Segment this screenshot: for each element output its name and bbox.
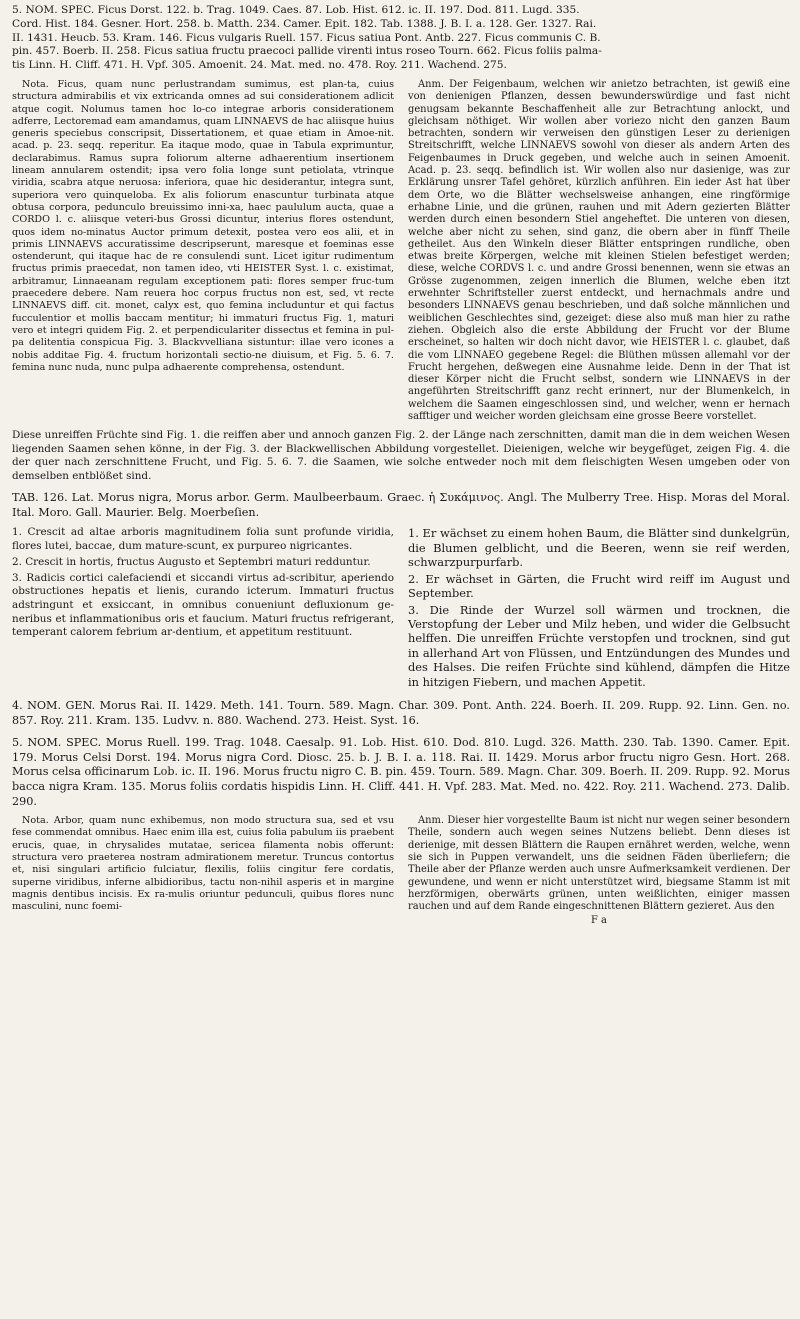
tab-126-header: TAB. 126. Lat. Morus nigra, Morus arbor. Germ. Maulbeerbaum. Graec. ἡ Συκάμινος. Angl. The Mulberry Tree. Hisp. Moras del Moral. Ital. Moro. Gall. Maurier. Belg. Moerbeſien. [12, 491, 790, 519]
latin-items [12, 526, 394, 690]
latin-item: 1. Crescit ad altae arboris magnitudinem folia sunt profunde viridia, flores lutei, baccae, dum mature-scunt, ex purpureo nigricantes. [12, 526, 394, 553]
german-column-2 [408, 815, 790, 930]
latin-item: 3. Radicis cortici calefaciendi et siccandi virtus ad-scribitur, aperiendo obstructiones hepatis et lienis, curando icterum. Immaturi fructus adstringunt et exsiccant, in omnibus conueniunt defluxionum ge-neribus et inflammationibus oris et faucium. Maturi fructus refrigerant, temperant calorem febrium ar-dentium, et appetitum restituunt. [12, 571, 394, 639]
german-items [408, 526, 790, 690]
anmerkung-german-2: Anm. Dieser hier vorgestellte Baum ist nicht nur wegen seiner besondern Theile, sondern auch wegen seines Nutzens beliebt. Denn dieses ist derienige, mit dessen Blättern die Raupen ernähret werden, welche, wenn sie sich in Puppen verwandelt, uns die seidnen Fäden überliefern; die Theile aber der Pflanze werden auch unsre Aufmerksamkeit verdienen. Der gewundene, und wenn er nicht unterstützet wird, biegsame Stamm ist mit herzförmigen, oberwärts grünen, unten weißlichten, einiger massen rauchen und auf dem Rande eingeschnittenen Blättern gezieret. Aus den [408, 815, 790, 913]
species-entry-ficus [12, 4, 790, 73]
entry-line: pin. 457. Boerb. II. 258. Ficus satiua fructu praecoci pallide virenti intus roseo Tourn. 662. Ficus foliis palma- [12, 45, 602, 58]
german-item: 1. Er wächset zu einem hohen Baum, die Blätter sind dunkelgrün, die Blumen gelblicht, und die Beeren, wenn sie reif werden, schwarzpurpurfarb. [408, 526, 790, 570]
morus-notes [12, 815, 790, 930]
figure-description [12, 429, 790, 483]
german-item: 3. Die Rinde der Wurzel soll wärmen und trocknen, die Verstopfung der Leber und Milz heben, und wider die Gelbsucht helffen. Die unreiffen Früchte verstopfen und trocknen, sind gut in allerhand Art von Flüssen, und Entzündungen des Mundes und des Halses. Die reifen Früchte sind kühlend, dämpfen die Hitze in hitzigen Fiebern, und machen Appetit. [408, 602, 790, 689]
figure-sentence: Diese unreiffen Früchte sind Fig. 1. die reiffen aber und annoch ganzen Fig. 2. der Länge nach zerschnitten, damit man die in dem weichen Wesen liegenden Saamen sehen könne, in der Fig. 3. der Blackwellischen Abbildung vorgestellet. Dieienigen, welche wir beygefüget, zeigen Fig. 4. die der quer nach zerschnittene Frucht, und Fig. 5. 6. 7. die Saamen, wie solche entweder noch mit dem fleischigten Wesen umgeben oder von demselben entblößet sind. [12, 429, 790, 482]
genus-entry: 4. NOM. GEN. Morus Rai. II. 1429. Meth. 141. Tourn. 589. Magn. Char. 309. Pont. Anth. 224. Boerh. II. 209. Rupp. 92. Linn. Gen. no. 857. Roy. 211. Kram. 135. Ludvv. n. 880. Wachend. 273. Heist. Syst. 16. [12, 698, 790, 727]
morus-properties [12, 526, 790, 690]
latin-column [12, 79, 394, 425]
nota-latin: Nota. Ficus, quam nunc perlustrandam sumimus, est plan-ta, cuius structura admirabilis et vix extricanda omnes ad sui considerationem adlicit atque cogit. Nolumus tamen hoc lo-co integrae arboris considerationem adferre, Lectoremad eam amandamus, quam LINNAEVS de hac aliisque huius generis speciebus conscripsit, Dissertationem, et quae etiam in Amoe-nit. acad. p. 23. seqq. reperitur. Ea itaque modo, quae in Tabula exprimuntur, declarabimus. Ramus supra foliorum alterne adhaerentium insertionem lineam annularem ostendit; ipsa vero folia longe sunt petiolata, vtrinque viridia, scabra atque neruosa: inferiora, quae hic desiderantur, integra sunt, superiora vero quinqueloba. Ex alis foliorum enascuntur turbinata atque obtusa corpora, pedunculo breuissimo inni-xa, haec paululum aucta, quae a CORDO l. c. aliisque veteri-bus Grossi dicuntur, interius flores ostendunt, quos idem no-minatus Auctor primum detexit, postea vero eos alii, et in primis LINNAEVS accuratissime descripserunt, maresque et foeminas esse ostenderunt, qui itaque hac de re consulendi sunt. Licet igitur rudimentum fructus primis praecedat, non tamen ideo, vti HEISTER Syst. l. c. existimat, arbitramur, Linnaeanam regulam exceptionem pati: flores semper fruc-tum praecedere debere. Nam reuera hoc corpus fructus non est, sed, vt recte LINNAEVS diff. cit. monet, calyx est, quo femina includuntur et qui factus fucculentior et mollis baccam mentitur; hi immaturi fructus Fig. 1, maturi vero et integri quidem Fig. 2. et perpendiculariter dissectus et femina in pul-pa delitentia conspicua Fig. 3. Blackvvelliana sistuntur: illae vero icones a nobis additae Fig. 4. fructum horizontali sectio-ne diuisum, et Fig. 5. 6. 7. femina nunc nuda, nunc pulpa adhaerente comprehensa, ostendunt. [12, 78, 395, 373]
entry-line: tis Linn. H. Cliff. 471. H. Vpf. 305. Amoenit. 24. Mat. med. no. 478. Roy. 211. Wachend. 275. [12, 59, 507, 72]
anmerkung-german: Anm. Der Feigenbaum, welchen wir anietzo betrachten, ist gewiß eine von denienigen Pflanzen, dessen bewunderswürdige und fast nicht genugsam bekannte Beschaffenheit alle zur Betrachtung anlockt, und gleichsam nöthiget. Wir wollen aber voriezo nicht den ganzen Baum betrachten, sondern wir verweisen den günstigen Leser zu derienigen Streitschrifft, welche LINNAEVS sowohl von dieser als andern Arten des Feigenbaumes in Druck gegeben, und welche auch in seinen Amoenit. Acad. p. 23. seqq. befindlich ist. Wir wollen also nur dasienige, was zur Erklärung unsrer Tafel gehöret, kürzlich anführen. Ein ieder Ast hat über dem Orte, wo die Blätter wechselsweise anhangen, eine ringförmige erhabne Linie, und die grünen, rauhen und mit Adern gezierten Blätter werden durch einen besondern Stiel angeheftet. Die unteren von diesen, welche aber nicht zu sehen, sind ganz, die obern aber in fünff Theile getheilet. Aus den Winkeln dieser Blätter entspringen rundliche, oben etwas breite Körpergen, welche mit kleinen Stielen befestiget werden; diese, welche CORDVS l. c. und andre Grossi benennen, wenn sie etwas an Grösse zugenommen, zeigen innerlich die Blumen, welche eben itzt erwehnter Schriftsteller zuerst entdeckt, und hernachmals andre und besonders LINNAEVS genau beschrieben, und daß solche männlichen und weiblichen Geschlechtes sind, gezeiget: diese also muß man hier zu rathe ziehen. Obgleich also die erste Abbildung der Frucht vor der Blume erscheinet, so halten wir doch nicht davor, wie HEISTER l. c. glaubet, daß die vom LINNAEO gegebene Regel: die Blüthen müssen allemahl vor der Frucht hergehen, deßwegen eine Ausnahme leide. Denn in der That ist dieser Körper nicht die Frucht selbst, sondern wie LINNAEVS in der angeführten Streitschrifft ganz recht erinnert, nur der Blumenkelch, in welchem die Saamen eingeschlossen sind, und welcher, wenn er hernach safftiger und weicher worden gleichsam eine grosse Beere vorstellet. [408, 78, 790, 422]
ficus-notes [12, 79, 790, 425]
german-item: 2. Er wächset in Gärten, die Frucht wird reiff im August und September. [408, 571, 790, 601]
entry-line: II. 1431. Heucb. 53. Kram. 146. Ficus vulgaris Ruell. 157. Ficus satiua Pont. Antb. 227. Ficus communis C. B. [12, 31, 601, 44]
entry-line: Cord. Hist. 184. Gesner. Hort. 258. b. Matth. 234. Camer. Epit. 182. Tab. 1388. J. B. I. a. 128. Ger. 1327. Rai. [12, 17, 597, 30]
german-column [408, 79, 790, 425]
nota-latin-2: Nota. Arbor, quam nunc exhibemus, non modo structura sua, sed et vsu fese commendat omnibus. Haec enim illa est, cuius folia pabulum iis praebent erucis, quae, in chrysalides mutatae, sericea filamenta nobis offerunt: structura vero praeterea nostram admirationem meretur. Truncus contortus et, nisi singulari artificio fulciatur, flexilis, foliis cingitur fere cordatis, superne viridibus, inferne albidioribus, tactu non-nihil asperis et in margine magnis dentibus incisis. Ex ra-mulis oriuntur pedunculi, quibus flores nunc masculini, nunc foemi- [12, 815, 394, 913]
latin-column-2 [12, 815, 394, 930]
species-entry-morus: 5. NOM. SPEC. Morus Ruell. 199. Trag. 1048. Caesalp. 91. Lob. Hist. 610. Dod. 810. Lugd. 326. Matth. 230. Tab. 1390. Camer. Epit. 179. Morus Celsi Dorst. 194. Morus nigra Cord. Diosc. 25. b. J. B. I. a. 118. Rai. II. 1429. Morus arbor fructu nigro Gesn. Hort. 268. Morus celsa officinarum Lob. ic. II. 196. Morus fructu nigro C. B. pin. 459. Tourn. 589. Magn. Char. 309. Boerh. II. 209. Rupp. 92. Morus bacca nigra Kram. 135. Morus foliis cordatis hispidis Linn. H. Cliff. 441. H. Vpf. 283. Mat. Med. no. 422. Roy. 211. Wachend. 273. Dalib. 290. [12, 736, 790, 808]
entry-line: 5. NOM. SPEC. Ficus Dorst. 122. b. Trag. 1049. Caes. 87. Lob. Hist. 612. ic. II. 197. Dod. 811. Lugd. 335. [12, 4, 580, 16]
signature-mark: F a [591, 915, 607, 927]
latin-item: 2. Crescit in hortis, fructus Augusto et Septembri maturi redduntur. [12, 555, 371, 568]
